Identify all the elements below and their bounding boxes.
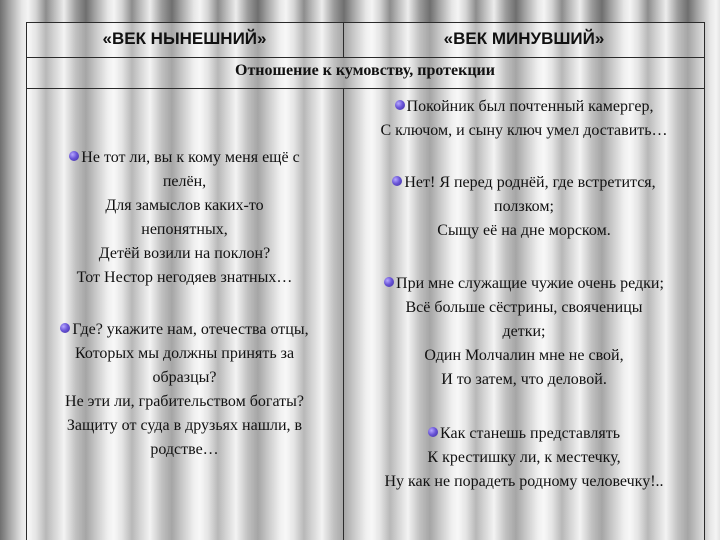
quote-line: К крестишку ли, к местечку, xyxy=(427,449,621,466)
quote-line: Ну как не порадеть родному человечку!.. xyxy=(384,473,664,490)
quote-line: образцы? xyxy=(152,369,217,386)
bullet-icon xyxy=(392,176,402,186)
quote-line: Которых мы должны принять за xyxy=(74,345,295,362)
bullet-icon xyxy=(60,323,70,333)
left-quote-2 xyxy=(26,318,343,462)
quote-line: Нет! Я перед роднёй, где встретится, xyxy=(404,174,656,191)
quote-line: родстве… xyxy=(150,441,219,458)
quote-line: И то затем, что деловой. xyxy=(441,371,607,388)
quote-line: пелён, xyxy=(162,173,207,190)
quote-line: Покойник был почтенный камергер, xyxy=(406,98,654,115)
quote-line: Сыщу её на дне морском. xyxy=(437,222,611,239)
header-right-title: «ВЕК МИНУВШИЙ» xyxy=(443,29,605,48)
header-left-title: «ВЕК НЫНЕШНИЙ» xyxy=(102,29,267,48)
bullet-icon xyxy=(69,151,79,161)
header-bottom-border xyxy=(26,57,704,58)
quote-line: Не тот ли, вы к кому меня ещё с xyxy=(81,149,300,166)
quote-line: С ключом, и сыну ключ умел доставить… xyxy=(380,122,668,139)
quote-line: Один Молчалин мне не свой, xyxy=(424,347,624,364)
quote-line: непонятных, xyxy=(141,221,228,238)
left-quote-1 xyxy=(26,146,343,290)
bullet-icon xyxy=(395,100,405,110)
quote-line: Всё больше сёстрины, свояченицы xyxy=(405,299,643,316)
quote-line: детки; xyxy=(502,323,546,340)
right-quote-1 xyxy=(344,95,704,143)
table-top-border xyxy=(26,22,704,23)
quote-line: ползком; xyxy=(494,198,554,215)
subheader-bottom-border xyxy=(26,88,704,89)
quote-line: При мне служащие чужие очень редки; xyxy=(396,275,664,292)
right-quote-3 xyxy=(344,272,704,392)
quote-line: Детёй возили на поклон? xyxy=(98,245,271,262)
quote-line: Не эти ли, грабительством богаты? xyxy=(65,393,304,410)
quote-line: Как станешь представлять xyxy=(440,425,620,442)
right-quote-2 xyxy=(344,171,704,243)
table-right-border xyxy=(704,22,705,540)
quote-line: Где? укажите нам, отечества отцы, xyxy=(72,321,309,338)
quote-line: Для замыслов каких-то xyxy=(105,197,264,214)
bullet-icon xyxy=(384,277,394,287)
right-quote-4 xyxy=(344,422,704,494)
quote-line: Тот Нестор негодяев знатных… xyxy=(76,269,293,286)
bullet-icon xyxy=(428,427,438,437)
quote-line: Защиту от суда в друзьях нашли, в xyxy=(66,417,303,434)
section-subheader: Отношение к кумовству, протекции xyxy=(235,62,495,79)
